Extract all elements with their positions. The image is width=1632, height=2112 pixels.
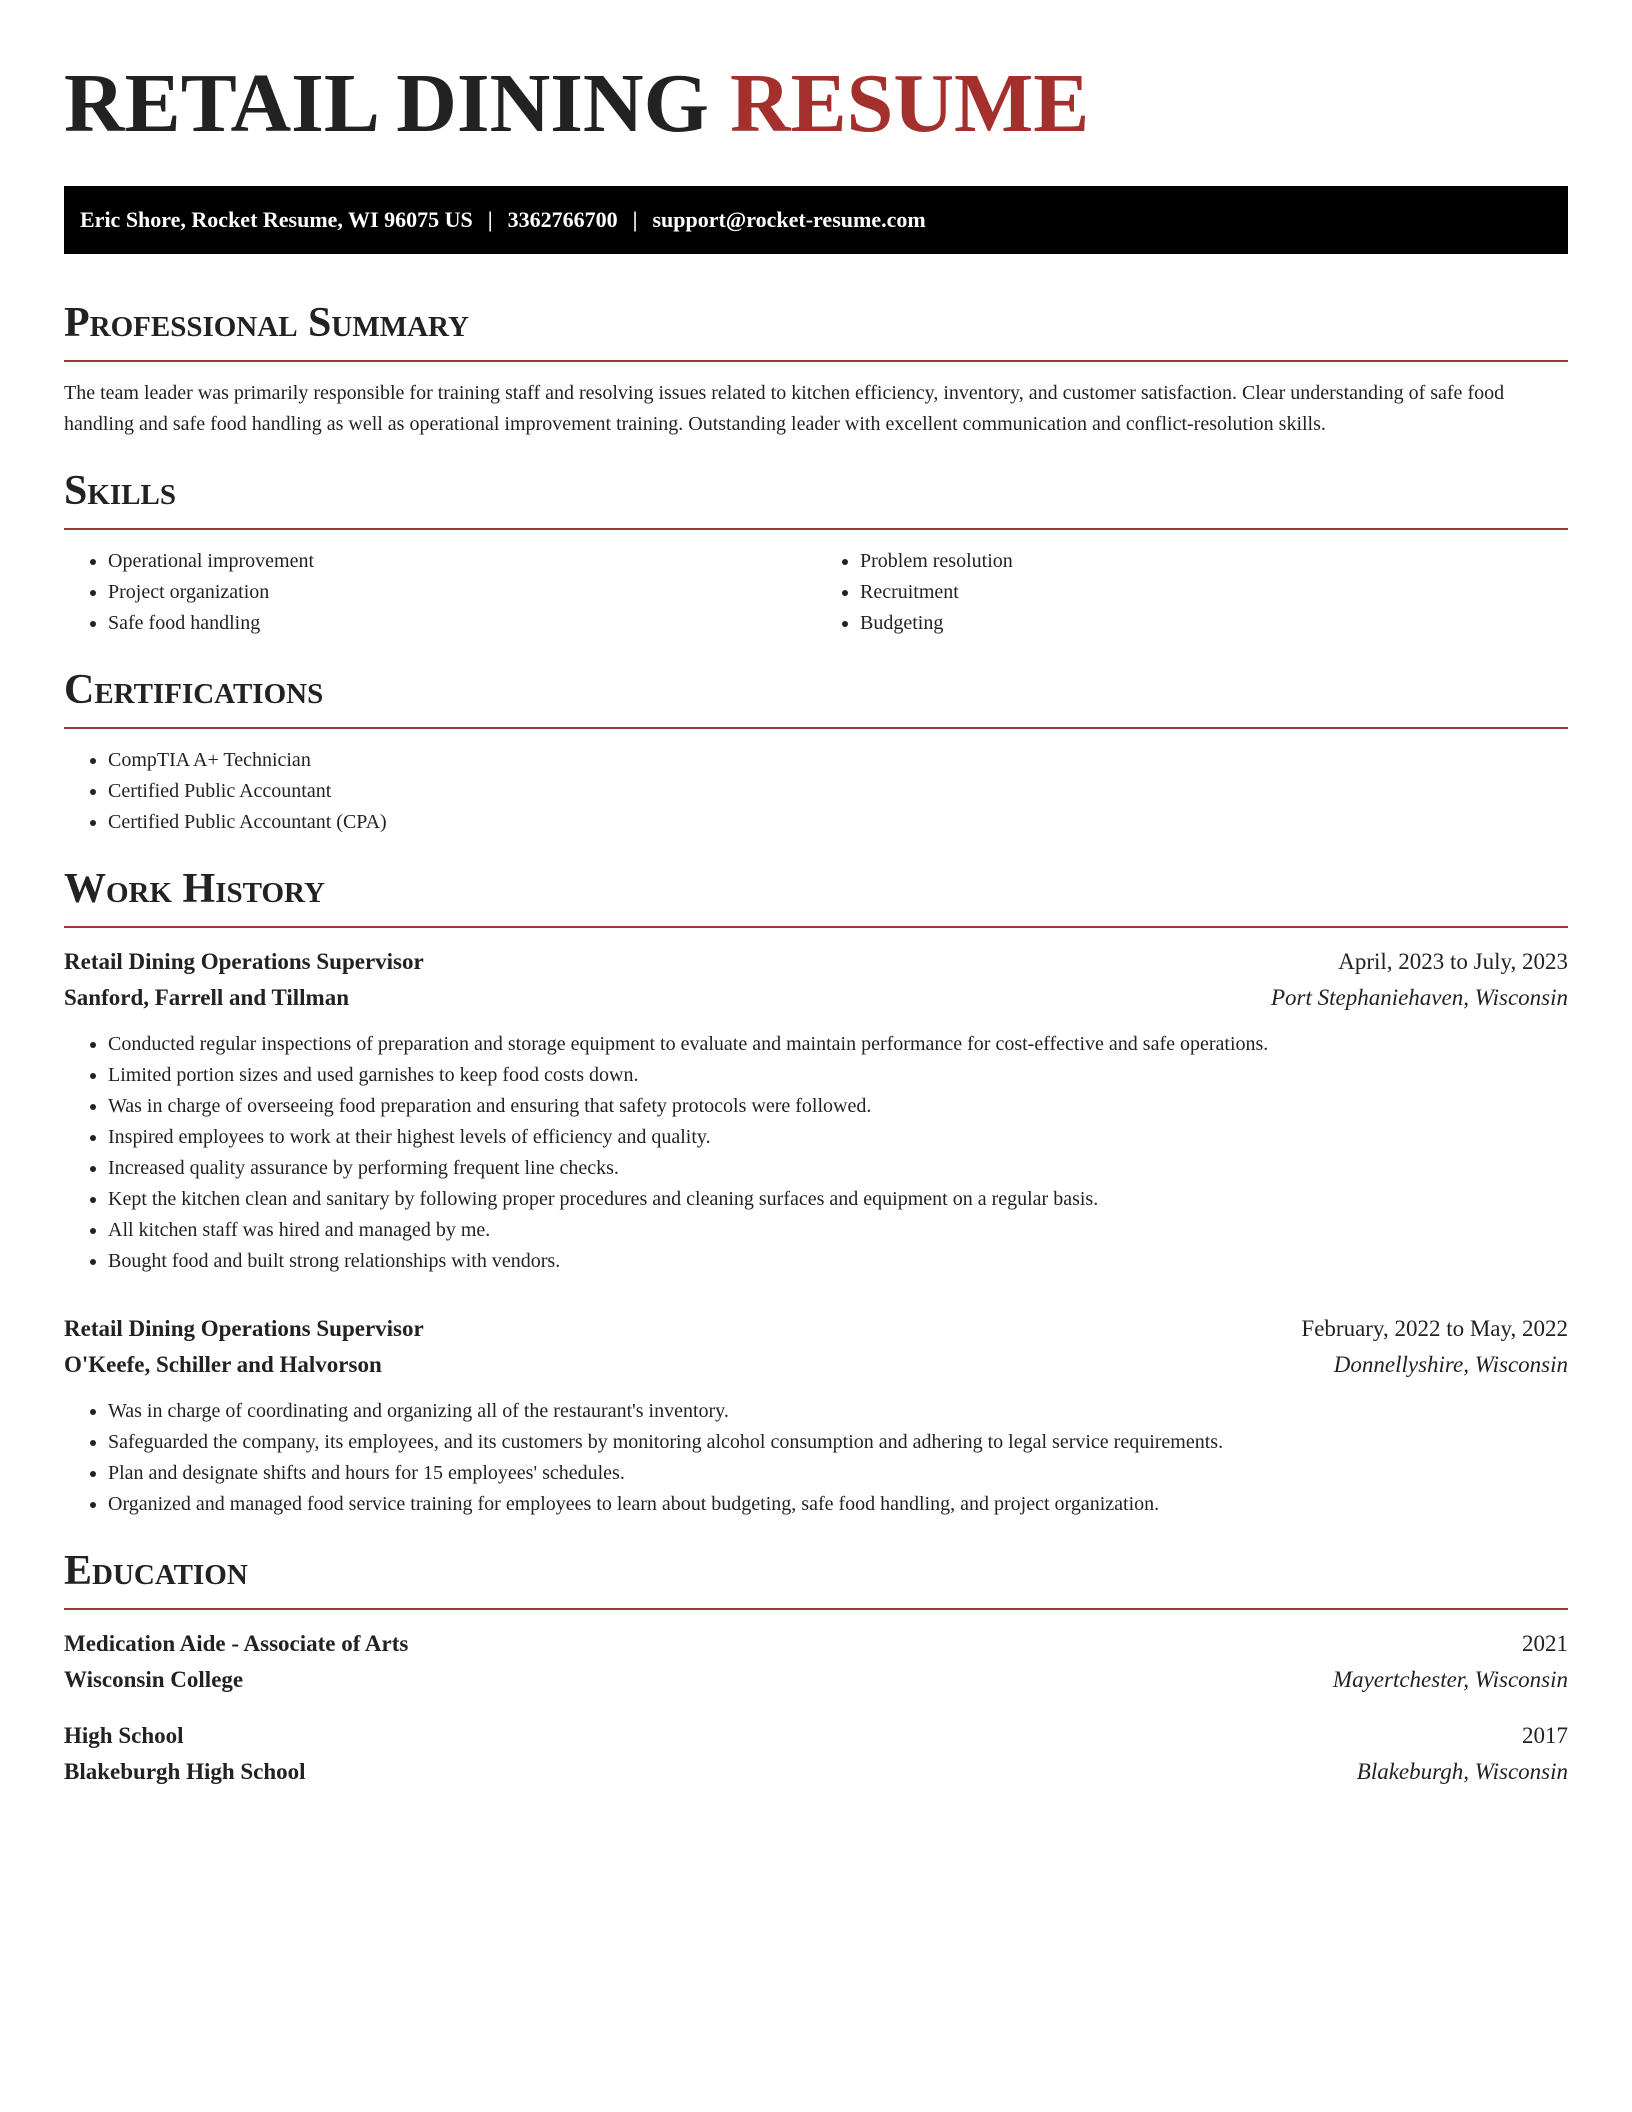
job-title: Retail Dining Operations Supervisor — [64, 949, 424, 974]
education-entry — [64, 1718, 1568, 1790]
job-company: O'Keefe, Schiller and Halvorson — [64, 1352, 382, 1377]
section-divider — [64, 727, 1568, 729]
job-company: Sanford, Farrell and Tillman — [64, 985, 349, 1010]
job-bullet: • Limited portion sizes and used garnishes to keep food costs down. — [108, 1060, 1568, 1091]
section-divider — [64, 926, 1568, 928]
job-bullet: • Was in charge of overseeing food preparation and ensuring that safety protocols were followed. — [108, 1091, 1568, 1122]
education-school-row — [64, 1754, 1568, 1790]
skills-grid — [64, 546, 1568, 639]
education-heading: Education — [64, 1548, 248, 1594]
skill-item: • Budgeting — [860, 608, 1568, 639]
contact-separator: | — [487, 207, 493, 232]
job-bullet: • All kitchen staff was hired and managed by me. — [108, 1215, 1568, 1246]
skills-section — [64, 466, 1568, 639]
job-entry — [64, 944, 1568, 1277]
education-school: Wisconsin College — [64, 1667, 244, 1692]
certification-item: • Certified Public Accountant (CPA) — [108, 807, 1568, 838]
certifications-section — [64, 665, 1568, 838]
job-bullet: • Was in charge of coordinating and organizing all of the restaurant's inventory. — [108, 1396, 1568, 1427]
work-heading: Work History — [64, 866, 325, 912]
education-entry — [64, 1626, 1568, 1698]
skill-item: • Project organization — [108, 577, 816, 608]
work-section — [64, 864, 1568, 1520]
education-school: Blakeburgh High School — [64, 1759, 306, 1784]
skills-heading: Skills — [64, 468, 177, 514]
job-header-row — [64, 1311, 1568, 1347]
title-accent: RESUME — [729, 57, 1090, 150]
job-title: Retail Dining Operations Supervisor — [64, 1316, 424, 1341]
job-bullets — [64, 1396, 1568, 1520]
certification-item: • Certified Public Accountant — [108, 776, 1568, 807]
job-bullet: • Inspired employees to work at their highest levels of efficiency and quality. — [108, 1122, 1568, 1153]
section-divider — [64, 360, 1568, 362]
education-year: 2017 — [1522, 1723, 1568, 1748]
skills-list-right — [816, 546, 1568, 639]
education-location: Blakeburgh, Wisconsin — [1356, 1759, 1568, 1784]
job-bullet: • Kept the kitchen clean and sanitary by following proper procedures and cleaning surfaces and equipment on a regular basis. — [108, 1184, 1568, 1215]
education-degree: High School — [64, 1723, 184, 1748]
section-divider — [64, 1608, 1568, 1610]
job-bullet: • Bought food and built strong relationships with vendors. — [108, 1246, 1568, 1277]
education-school-row — [64, 1662, 1568, 1698]
job-bullet: • Increased quality assurance by performing frequent line checks. — [108, 1153, 1568, 1184]
education-year: 2021 — [1522, 1631, 1568, 1656]
education-degree-row — [64, 1718, 1568, 1754]
skill-item: • Recruitment — [860, 577, 1568, 608]
education-degree: Medication Aide - Associate of Arts — [64, 1631, 409, 1656]
job-bullet: • Safeguarded the company, its employees, and its customers by monitoring alcohol consumption and adhering to legal service requirements. — [108, 1427, 1568, 1458]
summary-text: The team leader was primarily responsible for training staff and resolving issues related to kitchen efficiency, inventory, and customer satisfaction. Clear understanding of safe food handling and safe food handling as well as operational improvement training. Outstanding leader with excellent communication and conflict-resolution skills. — [64, 382, 1505, 435]
job-company-row — [64, 980, 1568, 1016]
contact-email: support@rocket-resume.com — [652, 207, 926, 232]
resume-title — [64, 56, 1568, 152]
skill-item: • Problem resolution — [860, 546, 1568, 577]
contact-bar — [64, 186, 1568, 254]
job-location: Donnellyshire, Wisconsin — [1333, 1352, 1568, 1377]
skills-list-left — [64, 546, 816, 639]
job-dates: February, 2022 to May, 2022 — [1301, 1316, 1568, 1341]
certification-item: • CompTIA A+ Technician — [108, 745, 1568, 776]
job-bullet: • Conducted regular inspections of preparation and storage equipment to evaluate and maintain performance for cost-effective and safe operations. — [108, 1029, 1568, 1060]
skill-item: • Operational improvement — [108, 546, 816, 577]
job-company-row — [64, 1347, 1568, 1383]
job-dates: April, 2023 to July, 2023 — [1338, 949, 1568, 974]
job-location: Port Stephaniehaven, Wisconsin — [1270, 985, 1568, 1010]
certifications-heading: Certifications — [64, 667, 324, 713]
contact-address: Eric Shore, Rocket Resume, WI 96075 US — [80, 207, 473, 232]
contact-phone: 3362766700 — [507, 207, 618, 232]
contact-separator: | — [632, 207, 638, 232]
education-location: Mayertchester, Wisconsin — [1332, 1667, 1568, 1692]
job-header-row — [64, 944, 1568, 980]
education-section — [64, 1546, 1568, 1790]
job-entry — [64, 1311, 1568, 1520]
certifications-list — [64, 745, 1568, 838]
skill-item: • Safe food handling — [108, 608, 816, 639]
job-bullet: • Organized and managed food service training for employees to learn about budgeting, safe food handling, and project organization. — [108, 1489, 1568, 1520]
section-divider — [64, 528, 1568, 530]
title-main: RETAIL DINING — [64, 57, 709, 150]
job-bullets — [64, 1029, 1568, 1277]
summary-heading: Professional Summary — [64, 300, 469, 346]
summary-section — [64, 298, 1568, 440]
education-degree-row — [64, 1626, 1568, 1662]
job-bullet: • Plan and designate shifts and hours for 15 employees' schedules. — [108, 1458, 1568, 1489]
